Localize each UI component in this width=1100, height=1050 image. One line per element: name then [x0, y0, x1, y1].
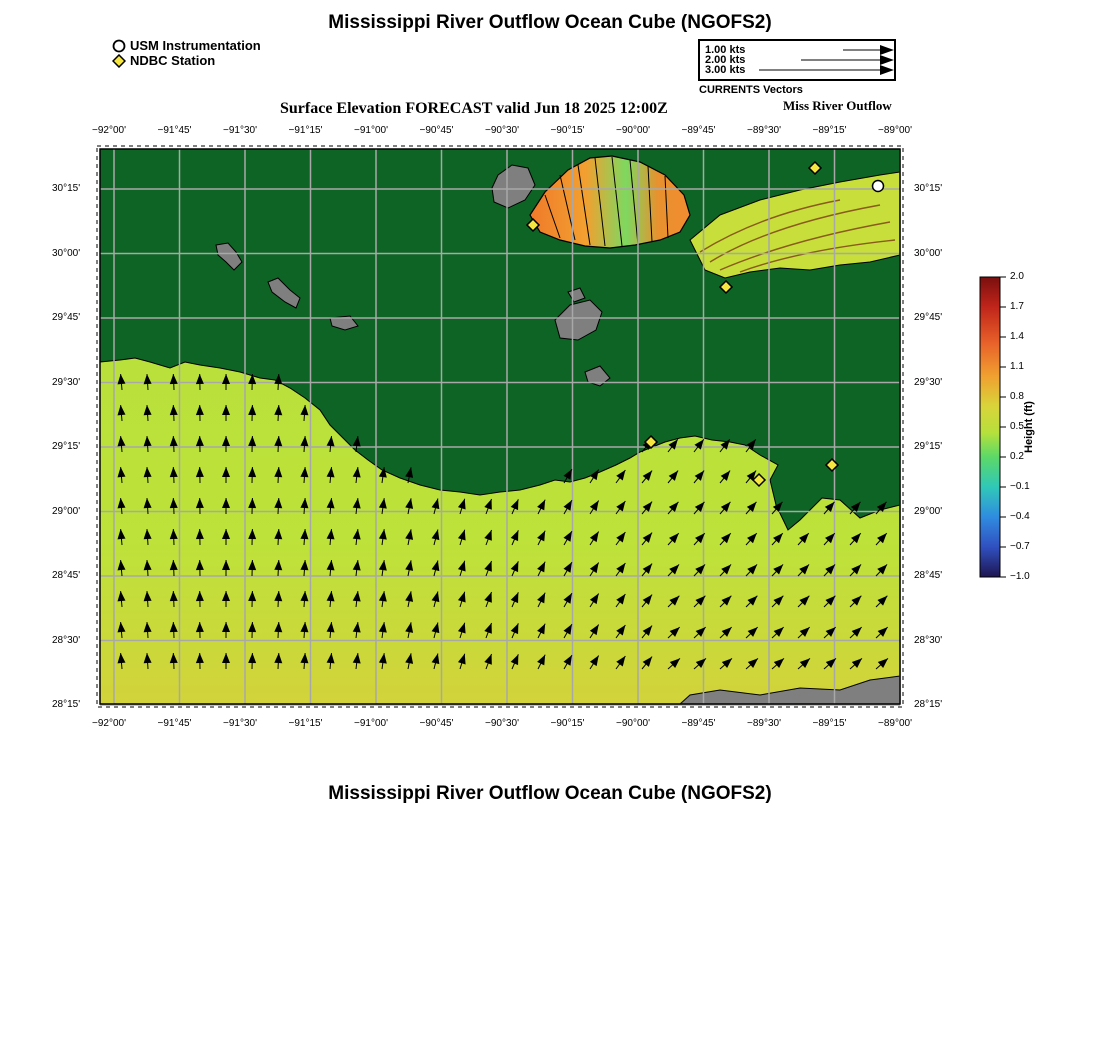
lat-tick-label-left: 29°45': [52, 312, 81, 323]
colorbar-ramp: [980, 277, 1000, 577]
lat-tick-label-right: 29°00': [914, 505, 943, 517]
colorbar-tick-label: 0.5: [1010, 421, 1024, 432]
lon-tick-label-top: −90°00': [616, 125, 650, 136]
lon-tick-label-bottom: −91°15': [288, 718, 323, 729]
lat-tick-label-left: 30°00': [52, 247, 81, 259]
lon-tick-label-bottom: −90°30': [485, 718, 519, 729]
vector-caption: CURRENTS Vectors: [699, 84, 803, 96]
lon-tick-label-bottom: −91°30': [223, 718, 257, 729]
page-title-bottom: Mississippi River Outflow Ocean Cube (NGOFS2): [328, 783, 772, 804]
lat-tick-label-left: 30°15': [52, 183, 81, 194]
lon-tick-label-top: −89°30': [747, 125, 781, 136]
lon-tick-label-bottom: −92°00': [92, 718, 126, 729]
colorbar-tick-label: 1.4: [1010, 331, 1024, 342]
lon-tick-label-top: −91°45': [157, 125, 192, 136]
lon-tick-label-bottom: −90°45': [419, 718, 454, 729]
lon-tick-label-top: −90°15': [550, 125, 585, 136]
colorbar-tick-label: 1.7: [1010, 301, 1024, 312]
lon-tick-label-top: −91°30': [223, 125, 257, 136]
lat-tick-label-right: 29°15': [914, 441, 943, 452]
colorbar-tick-label: −0.4: [1010, 511, 1030, 522]
lat-tick-label-right: 29°30': [914, 376, 943, 388]
lat-tick-label-right: 28°45': [914, 570, 943, 581]
colorbar-tick-label: 0.8: [1010, 391, 1024, 402]
lon-tick-label-bottom: −90°15': [550, 718, 585, 729]
colorbar-tick-label: 2.0: [1010, 271, 1024, 282]
colorbar-tick-label: 0.2: [1010, 451, 1024, 462]
colorbar-tick-label: −1.0: [1010, 571, 1030, 582]
legend-ndbc-label: NDBC Station: [130, 53, 216, 68]
lon-tick-label-top: −89°45': [681, 125, 716, 136]
lon-tick-label-top: −90°30': [485, 125, 519, 136]
colorbar-tick-label: −0.7: [1010, 541, 1030, 552]
legend-usm-label: USM Instrumentation: [130, 38, 261, 53]
colorbar: [975, 272, 1095, 582]
lon-tick-label-top: −89°00': [878, 125, 912, 136]
lat-tick-label-right: 29°45': [914, 312, 943, 323]
vector-row-2: 2.00 kts: [705, 54, 746, 66]
lon-tick-label-top: −91°15': [288, 125, 323, 136]
lon-tick-label-bottom: −91°45': [157, 718, 192, 729]
lat-tick-label-left: 29°30': [52, 376, 81, 388]
colorbar-tick-label: 1.1: [1010, 361, 1024, 372]
colorbar-svg: [975, 272, 1095, 582]
map-subtitle: Surface Elevation FORECAST valid Jun 18 2025 12:00Z: [280, 100, 668, 117]
region-label: Miss River Outflow: [783, 98, 892, 113]
lat-tick-label-left: 28°15': [52, 699, 81, 710]
vector-row-1: 1.00 kts: [705, 44, 746, 56]
lat-tick-label-left: 29°00': [52, 505, 81, 517]
lat-tick-label-left: 28°45': [52, 570, 81, 581]
lon-tick-label-bottom: −89°45': [681, 718, 716, 729]
lat-tick-label-right: 28°30': [914, 634, 943, 646]
lat-tick-label-left: 28°30': [52, 634, 81, 646]
lat-tick-label-right: 30°15': [914, 183, 943, 194]
lon-tick-label-bottom: −89°30': [747, 718, 781, 729]
usm-station: [873, 181, 884, 192]
lon-tick-label-top: −89°15': [812, 125, 847, 136]
lat-tick-label-right: 30°00': [914, 247, 943, 259]
lon-tick-label-bottom: −89°00': [878, 718, 912, 729]
lon-tick-label-bottom: −90°00': [616, 718, 650, 729]
lon-tick-label-top: −91°00': [354, 125, 388, 136]
colorbar-title: Height (ft): [1023, 401, 1035, 453]
lon-tick-label-bottom: −91°00': [354, 718, 388, 729]
lon-tick-label-bottom: −89°15': [812, 718, 847, 729]
lon-tick-label-top: −90°45': [419, 125, 454, 136]
lat-tick-label-left: 29°15': [52, 441, 81, 452]
lon-tick-label-top: −92°00': [92, 125, 126, 136]
vector-row-3: 3.00 kts: [705, 64, 746, 76]
colorbar-tick-label: −0.1: [1010, 481, 1030, 492]
page-title: Mississippi River Outflow Ocean Cube (NGOFS2): [328, 12, 772, 33]
lat-tick-label-right: 28°15': [914, 699, 943, 710]
